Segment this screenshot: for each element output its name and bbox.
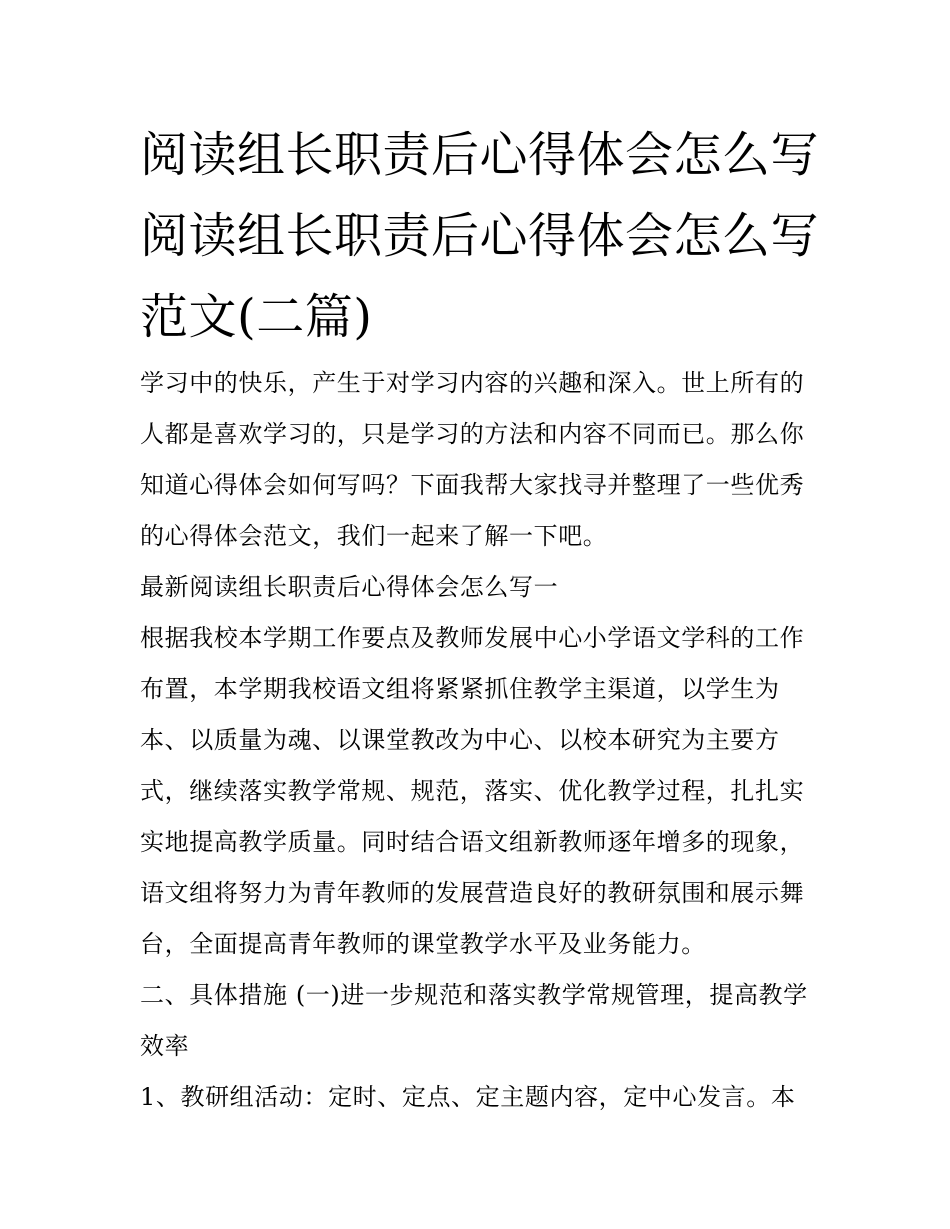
document-title: 阅读组长职责后心得体会怎么写 阅读组长职责后心得体会怎么写范文(二篇) (140, 127, 820, 345)
section-heading: 最新阅读组长职责后心得体会怎么写一 (140, 573, 559, 601)
intro-paragraph: 学习中的快乐，产生于对学习内容的兴趣和深入。世上所有的人都是喜欢学习的，只是学习的方法和内容不同而已。那么你知道心得体会如何写吗？下面我帮大家找寻并整理了一些优秀的心得体会范文，我们一起来了解一下吧。 (140, 369, 805, 550)
body-paragraph: 根据我校本学期工作要点及教师发展中心小学语文学科的工作布置，本学期我校语文组将紧紧抓住教学主渠道，以学生为本、以质量为魂、以课堂教改为中心、以校本研究为主要方式，继续落实教学常规、规范，落实、优化教学过程，扎扎实实地提高教学质量。同时结合语文组新教师逐年增多的现象，语文组将努力为青年教师的发展营造良好的教研氛围和展示舞台，全面提高青年教师的课堂教学水平及业务能力。 (140, 624, 805, 958)
measures-heading: 二、具体措施 (一)进一步规范和落实教学常规管理，提高教学效率 (140, 981, 808, 1060)
document-page (140, 115, 820, 1123)
list-item: 1、教研组活动：定时、定点、定主题内容，定中心发言。本 (140, 1083, 796, 1111)
